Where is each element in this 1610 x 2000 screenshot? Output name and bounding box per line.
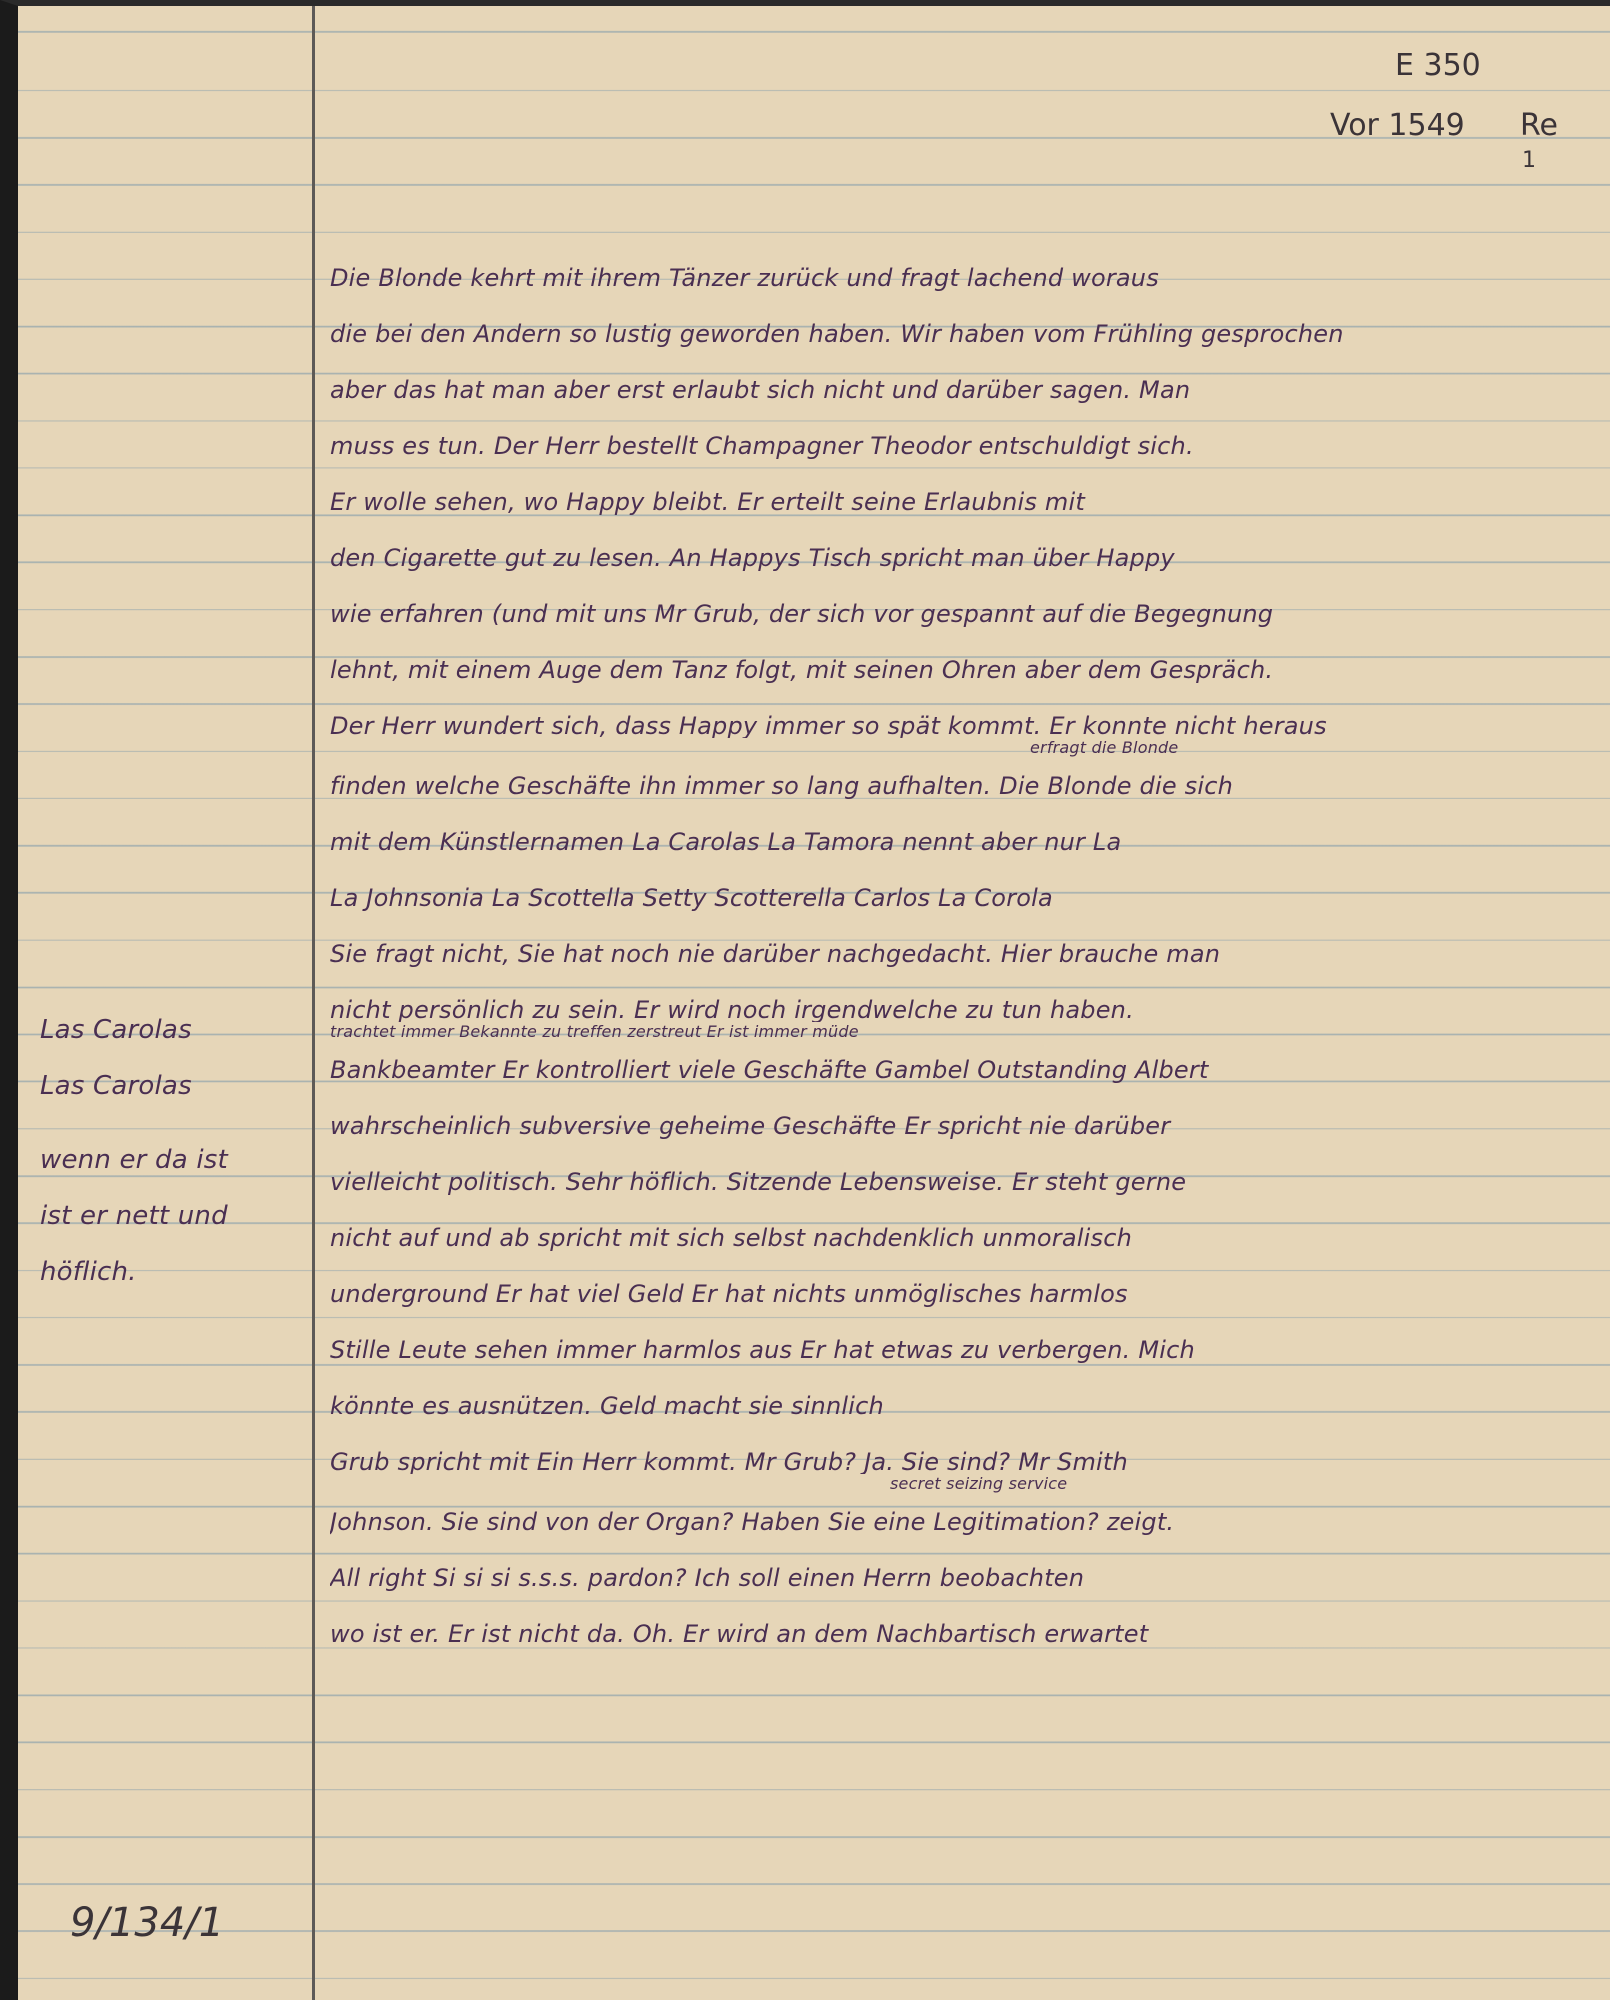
margin-notes <box>40 1002 290 1300</box>
superscript-note: secret seizing service <box>890 1474 1068 1493</box>
margin-note: ist er nett und <box>40 1201 228 1231</box>
margin-note: höflich. <box>40 1257 137 1287</box>
body-line: Er wolle sehen, wo Happy bleibt. Er erteilt seine Erlaubnis mit <box>330 488 1085 516</box>
body-line: nicht auf und ab spricht mit sich selbst nachdenklich unmoralisch <box>330 1224 1133 1252</box>
body-line: wo ist er. Er ist nicht da. Oh. Er wird an dem Nachbartisch erwartet <box>330 1620 1149 1648</box>
body-line: All right Si si si s.s.s. pardon? Ich soll einen Herrn beobachten <box>330 1564 1085 1592</box>
body-line: Bankbeamter Er kontrolliert viele Geschäfte Gambel Outstanding Albert <box>330 1056 1209 1084</box>
body-line: Stille Leute sehen immer harmlos aus Er hat etwas zu verbergen. Mich <box>330 1336 1195 1364</box>
body-line: Grub spricht mit Ein Herr kommt. Mr Grub? Ja. Sie sind? Mr Smith <box>330 1448 1128 1474</box>
body-line: den Cigarette gut zu lesen. An Happys Tisch spricht man über Happy <box>330 544 1175 572</box>
archive-number: 9/134/1 <box>70 1900 225 1946</box>
archive-ref-re: Re <box>1520 108 1558 143</box>
body-line: Die Blonde kehrt mit ihrem Tänzer zurück und fragt lachend woraus <box>330 264 1159 292</box>
body-line: underground Er hat viel Geld Er hat nichts unmöglisches harmlos <box>330 1280 1128 1308</box>
body-line: lehnt, mit einem Auge dem Tanz folgt, mit seinen Ohren aber dem Gespräch. <box>330 656 1274 684</box>
superscript-note: erfragt die Blonde <box>1030 738 1179 757</box>
body-line: wahrscheinlich subversive geheime Geschäfte Er spricht nie darüber <box>330 1112 1171 1140</box>
archive-ref-page: 1 <box>1522 148 1536 173</box>
body-line: Johnson. Sie sind von der Organ? Haben Sie eine Legitimation? zeigt. <box>330 1508 1175 1536</box>
body-line: Sie fragt nicht, Sie hat noch nie darüber nachgedacht. Hier brauche man <box>330 940 1221 968</box>
body-line: könnte es ausnützen. Geld macht sie sinnlich <box>330 1392 884 1420</box>
margin-note: Las Carolas <box>40 1071 192 1101</box>
body-line: wie erfahren (und mit uns Mr Grub, der sich vor gespannt auf die Begegnung <box>330 600 1274 628</box>
body-line: Der Herr wundert sich, dass Happy immer so spät kommt. Er konnte nicht heraus <box>330 712 1327 738</box>
body-line: finden welche Geschäfte ihn immer so lang aufhalten. Die Blonde die sich <box>330 772 1234 800</box>
margin-note: wenn er da ist <box>40 1145 228 1175</box>
superscript-note: trachtet immer Bekannte zu treffen zerstreut Er ist immer müde <box>330 1022 859 1041</box>
archive-ref-vor: Vor 1549 <box>1330 108 1465 143</box>
manuscript-body <box>330 250 1580 1662</box>
margin-note: Las Carolas <box>40 1015 192 1045</box>
body-line: mit dem Künstlernamen La Carolas La Tamora nennt aber nur La <box>330 828 1122 856</box>
body-line: muss es tun. Der Herr bestellt Champagner Theodor entschuldigt sich. <box>330 432 1194 460</box>
body-line: nicht persönlich zu sein. Er wird noch irgendwelche zu tun haben. <box>330 996 1134 1022</box>
body-line: vielleicht politisch. Sehr höflich. Sitzende Lebensweise. Er steht gerne <box>330 1168 1187 1196</box>
body-line: La Johnsonia La Scottella Setty Scotterella Carlos La Corola <box>330 884 1053 912</box>
margin-rule <box>312 6 315 2000</box>
archive-ref-top: E 350 <box>1395 48 1481 83</box>
body-line: die bei den Andern so lustig geworden haben. Wir haben vom Frühling gesprochen <box>330 320 1344 348</box>
body-line: aber das hat man aber erst erlaubt sich nicht und darüber sagen. Man <box>330 376 1191 404</box>
